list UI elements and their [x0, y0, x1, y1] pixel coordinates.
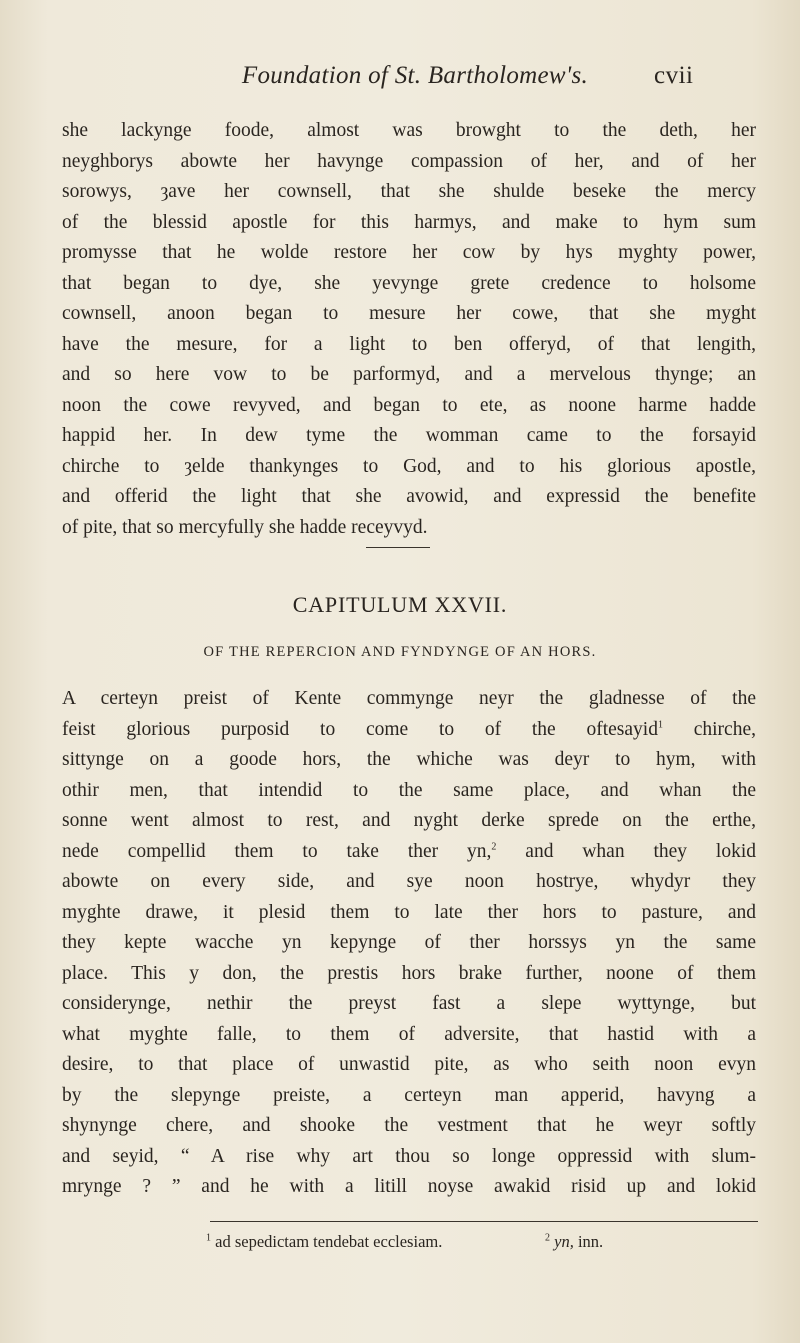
text-line: considerynge, nethir the preyst fast a slepe wyttynge, but: [62, 993, 756, 1014]
text-line: happid her. In dew tyme the womman came to the forsayid: [62, 425, 756, 446]
footnote-divider: [210, 1221, 758, 1222]
text-fragment: nede compellid them to take ther yn,: [62, 840, 492, 862]
text-line: chirche to ȝelde thankynges to God, and to his glorious apostle,: [62, 455, 756, 477]
footnote-1: [206, 1232, 442, 1252]
text-line: promysse that he wolde restore her cow by hys myghty power,: [62, 242, 756, 263]
text-fragment: and whan they lokid: [525, 840, 756, 862]
text-line: neyghborys abowte her havynge compassion of her, and of her: [62, 150, 756, 172]
text-line: [62, 837, 756, 868]
text-line: sonne went almost to rest, and nyght derke sprede on the erthe,: [62, 810, 756, 831]
text-line: have the mesure, for a light to ben offeryd, of that lengith,: [62, 333, 756, 355]
text-line: place. This y don, the prestis hors brake further, noone of them: [62, 962, 756, 984]
footnote-term: yn,: [554, 1232, 574, 1251]
text-line: of the blessid apostle for this harmys, and make to hym sum: [62, 211, 756, 233]
footnote-ref[interactable]: 2: [491, 841, 497, 852]
text-line: of pite, that so mercyfully she hadde receyvyd.: [62, 516, 428, 538]
paragraph-cow-miracle: [62, 116, 756, 543]
text-line: and offerid the light that she avowid, and expressid the benefite: [62, 486, 756, 507]
paragraph-horse-story: [62, 684, 756, 1203]
text-line: they kepte wacche yn kepynge of ther horssys yn the same: [62, 932, 756, 953]
text-line: by the slepynge preiste, a certeyn man apperid, havyng a: [62, 1084, 756, 1106]
text-line: desire, to that place of unwastid pite, as who seith noon evyn: [62, 1054, 756, 1075]
footnote-text: ad sepedictam tendebat ecclesiam.: [215, 1232, 443, 1251]
footnote-mark: 2: [545, 1232, 550, 1244]
text-fragment: feist glorious purposid to come to of the oftesayid: [62, 718, 658, 740]
text-line: she lackynge foode, almost was browght to the deth, her: [62, 120, 756, 141]
text-line: and seyid, “ A rise why art thou so longe oppressid with slum-: [62, 1145, 756, 1167]
footnote-ref[interactable]: 1: [657, 719, 663, 730]
text-line: myghte drawe, it plesid them to late ther hors to pasture, and: [62, 901, 756, 923]
page-number: cvii: [654, 62, 694, 89]
running-header: Foundation of St. Bartholomew's.: [241, 62, 589, 89]
text-line: shynynge chere, and shooke the vestment that he weyr softly: [62, 1115, 756, 1136]
footnote-mark: 1: [206, 1232, 211, 1244]
section-divider: [366, 547, 430, 548]
text-line: cownsell, anoon began to mesure her cowe, that she myght: [62, 303, 756, 324]
text-line: what myghte falle, to them of adversite, that hastid with a: [62, 1023, 756, 1045]
text-line: mrynge ? ” and he with a litill noyse awakid risid up and lokid: [62, 1176, 756, 1197]
text-line: noon the cowe revyved, and began to ete, as noone harme hadde: [62, 394, 756, 416]
text-line: sorowys, ȝave her cownsell, that she shulde beseke the mercy: [62, 181, 756, 202]
text-line: sittynge on a goode hors, the whiche was deyr to hym, with: [62, 749, 756, 770]
text-line: that began to dye, she yevynge grete credence to holsome: [62, 272, 756, 294]
text-line: and so here vow to be parformyd, and a mervelous thynge; an: [62, 364, 756, 385]
footnote-text: inn.: [577, 1232, 604, 1251]
text-line: othir men, that intendid to the same place, and whan the: [62, 779, 756, 801]
chapter-subtitle: OF THE REPERCION AND FYNDYNGE OF AN HORS.: [203, 644, 597, 660]
chapter-heading: CAPITULUM XXVII.: [292, 592, 508, 617]
footnote-2: [545, 1232, 603, 1252]
text-line: abowte on every side, and sye noon hostrye, whydyr they: [62, 871, 756, 892]
text-line: A certeyn preist of Kente commynge neyr the gladnesse of the: [62, 688, 756, 709]
text-line: [62, 715, 756, 746]
text-fragment: chirche,: [693, 718, 756, 740]
